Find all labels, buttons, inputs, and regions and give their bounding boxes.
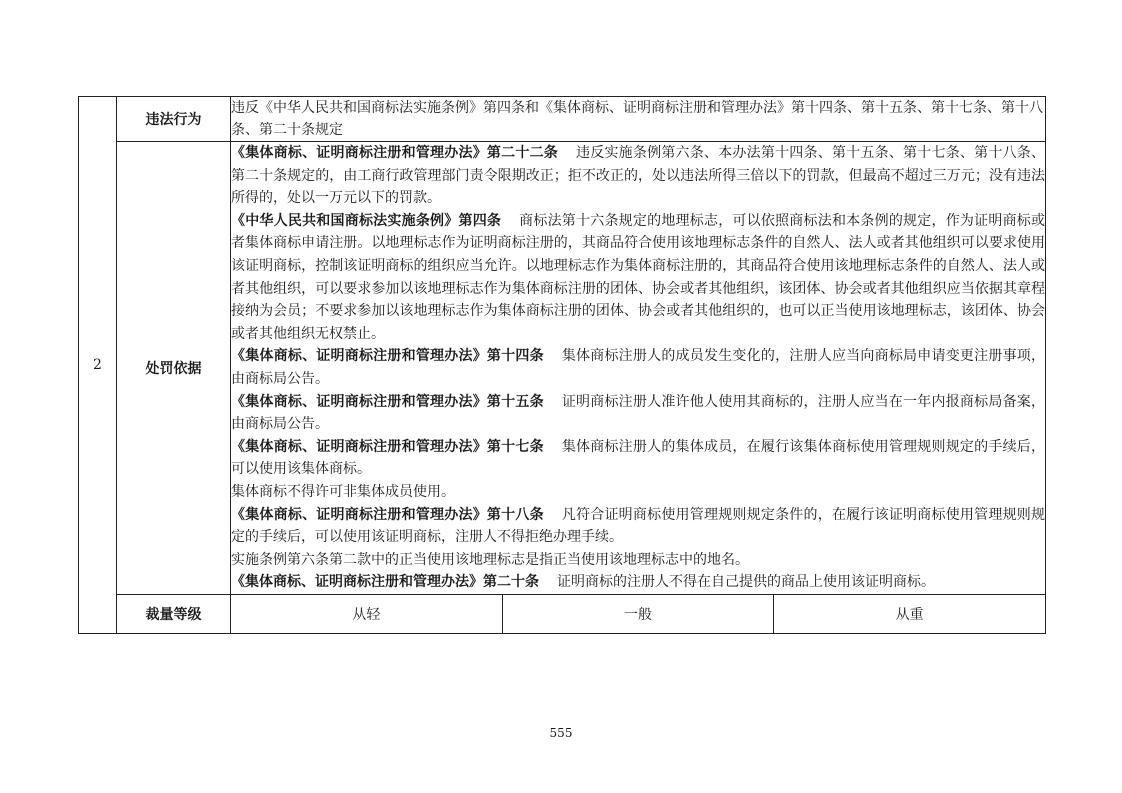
basis-paragraph: [231, 210, 1045, 346]
row-number: 2: [79, 97, 117, 634]
violation-text: 违反《中华人民共和国商标法实施条例》第四条和《集体商标、证明商标注册和管理办法》第十四条、第十五条、第十七条、第十八条、第二十条规定: [231, 97, 1046, 142]
violation-row: [79, 97, 1046, 142]
basis-text: 集体商标不得许可非集体成员使用。: [231, 483, 455, 500]
basis-paragraph: [231, 549, 1045, 572]
page-number: 555: [549, 726, 573, 740]
level-heavy: 从重: [773, 595, 1045, 633]
basis-heading: 《集体商标、证明商标注册和管理办法》第十四条: [231, 348, 544, 365]
basis-text: 证明商标的注册人不得在自己提供的商品上使用该证明商标。: [557, 574, 935, 591]
basis-text: 集体商标注册人的集体成员，在履行该集体商标使用管理规则规定的手续后，可以使用该集体商标。: [231, 438, 1046, 478]
penalty-table: [78, 96, 1046, 634]
basis-text: 实施条例第六条第二款中的正当使用该地理标志是指正当使用该地理标志中的地名。: [231, 551, 749, 568]
basis-text: 违反实施条例第六条、本办法第十四条、第十五条、第十七条、第十八条、第二十条规定的，由工商行政管理部门责令限期改正；拒不改正的，处以违法所得三倍以下的罚款，但最高不超过三万元；没有违法所得的，处以一万元以下的罚款。: [231, 145, 1046, 207]
basis-label: 处罚依据: [117, 142, 231, 595]
level-row: [79, 594, 1046, 633]
basis-heading: 《集体商标、证明商标注册和管理办法》第二十条: [231, 574, 539, 591]
basis-paragraph: [231, 345, 1045, 390]
basis-row: [79, 142, 1046, 595]
basis-content: [231, 142, 1046, 595]
basis-paragraph: [231, 436, 1045, 481]
basis-paragraph: [231, 571, 1045, 594]
basis-text: 证明商标注册人准许他人使用其商标的，注册人应当在一年内报商标局备案，由商标局公告。: [231, 393, 1046, 433]
basis-paragraph: [231, 142, 1045, 210]
violation-label: 违法行为: [117, 97, 231, 142]
basis-heading: 《集体商标、证明商标注册和管理办法》第十七条: [231, 438, 544, 455]
basis-paragraph: [231, 504, 1045, 549]
basis-heading: 《中华人民共和国商标法实施条例》第四条: [231, 212, 502, 229]
basis-heading: 《集体商标、证明商标注册和管理办法》第二十二条: [231, 145, 559, 161]
basis-paragraph: [231, 481, 1045, 504]
basis-text: 商标法第十六条规定的地理标志，可以依照商标法和本条例的规定，作为证明商标或者集体商标申请注册。以地理标志作为证明商标注册的，其商品符合使用该地理标志条件的自然人、法人或者其他组织可以要求使用该证明商标，控制该证明商标的组织应当允许。以地理标志作为集体商标注册的，其商品符合使用该地理标志条件的自然人、法人或者其他组织，可以要求参加以该地理标志作为集体商标注册的团体、协会或者其他组织，该团体、协会或者其他组织应当依据其章程接纳为会员；不要求参加以该地理标志作为集体商标注册的团体、协会或者其他组织的，也可以正当使用该地理标志，该团体、协会或者其他组织无权禁止。: [231, 212, 1046, 342]
basis-text: 集体商标注册人的成员发生变化的，注册人应当向商标局申请变更注册事项，由商标局公告。: [231, 348, 1046, 387]
basis-text: 凡符合证明商标使用管理规则规定条件的，在履行该证明商标使用管理规则规定的手续后，可以使用该证明商标，注册人不得拒绝办理手续。: [231, 506, 1046, 546]
basis-heading: 《集体商标、证明商标注册和管理办法》第十五条: [231, 393, 544, 410]
level-light: 从轻: [352, 606, 381, 623]
level-label: 裁量等级: [117, 594, 231, 633]
basis-paragraph: [231, 391, 1045, 436]
level-normal: 一般: [502, 595, 774, 633]
level-cells: [231, 594, 1046, 633]
basis-heading: 《集体商标、证明商标注册和管理办法》第十八条: [231, 506, 544, 523]
level-list: [231, 595, 1045, 633]
